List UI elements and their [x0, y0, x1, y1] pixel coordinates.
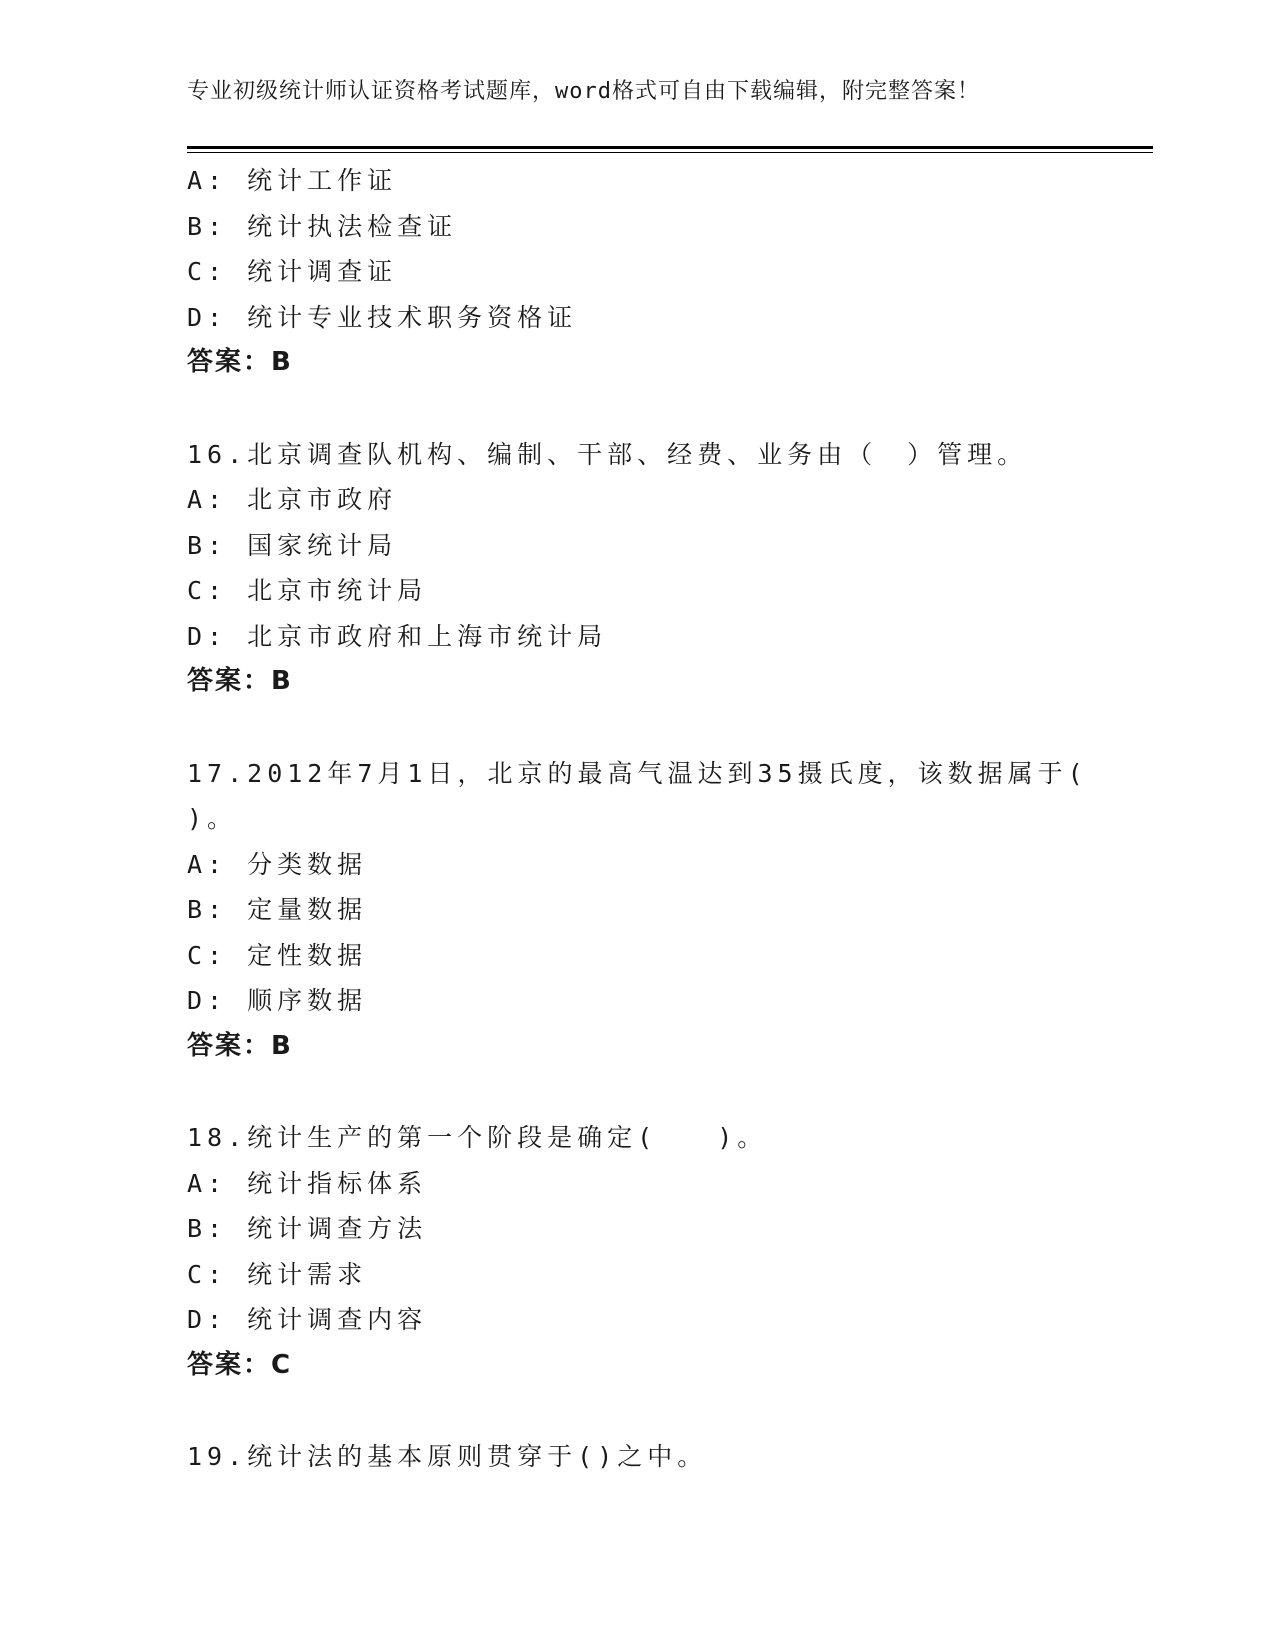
- page-header: 专业初级统计师认证资格考试题库，word格式可自由下载编辑，附完整答案！: [187, 79, 980, 104]
- option-d: D: 顺序数据: [187, 986, 368, 1015]
- question-stem: 16.北京调查队机构、编制、干部、经费、业务由（ ）管理。: [187, 439, 1028, 469]
- header-rule-thin: [187, 152, 1153, 153]
- question-stem: 18.统计生产的第一个阶段是确定( )。: [187, 1123, 768, 1152]
- option-b: B: 统计调查方法: [187, 1214, 428, 1243]
- option-c: C: 统计需求: [187, 1259, 368, 1289]
- option-d: D: 统计调查内容: [187, 1305, 428, 1334]
- question-16: [187, 432, 1087, 705]
- option-c: C: 定性数据: [187, 940, 368, 970]
- question-15-continued: [187, 158, 1087, 386]
- answer: 答案：B: [187, 1030, 293, 1061]
- answer: 答案：B: [187, 666, 293, 696]
- option-a: A: 北京市政府: [187, 485, 398, 514]
- option-b: B: 国家统计局: [187, 530, 398, 560]
- answer: 答案：C: [187, 1349, 293, 1380]
- header-rule-thick: [187, 146, 1153, 149]
- question-stem: 17.2012年7月1日，北京的最高气温达到35摄氏度，该数据属于(: [187, 758, 1088, 788]
- question-17: [187, 751, 1087, 1070]
- question-18: [187, 1115, 1087, 1388]
- option-d: D: 统计专业技术职务资格证: [187, 302, 578, 332]
- option-a: A: 分类数据: [187, 849, 368, 879]
- question-19: [187, 1434, 1087, 1480]
- option-c: C: 北京市统计局: [187, 576, 428, 605]
- option-a: A: 统计指标体系: [187, 1168, 428, 1198]
- question-list: [187, 158, 1087, 1480]
- option-c: C: 统计调查证: [187, 257, 398, 286]
- option-b: B: 定量数据: [187, 895, 368, 924]
- option-b: B: 统计执法检查证: [187, 211, 458, 241]
- question-stem-continued: )。: [187, 804, 238, 833]
- option-a: A: 统计工作证: [187, 166, 398, 195]
- answer: 答案：B: [187, 347, 293, 377]
- question-stem: 19.统计法的基本原则贯穿于()之中。: [187, 1442, 708, 1471]
- option-d: D: 北京市政府和上海市统计局: [187, 621, 608, 651]
